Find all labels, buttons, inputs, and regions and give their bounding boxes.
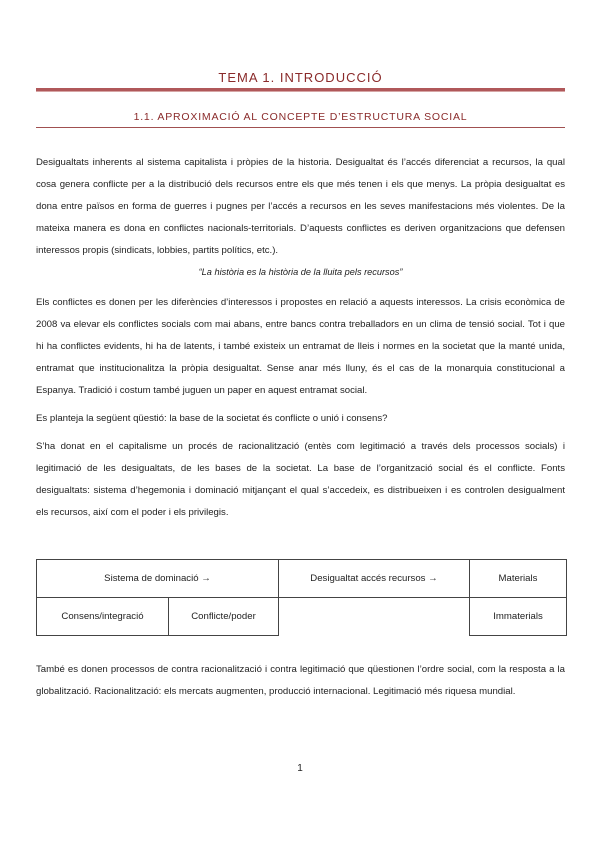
cell-conflict: Conflicte/poder bbox=[169, 598, 279, 636]
section-rule bbox=[36, 127, 565, 128]
cell-consensus: Consens/integració bbox=[37, 598, 169, 636]
page-number: 1 bbox=[297, 763, 303, 774]
cell-domination: Sistema de dominació → bbox=[37, 560, 279, 598]
inequality-table bbox=[36, 559, 567, 636]
paragraph-5: També es donen processos de contra racionalització i contra legitimació que qüestionen l’ordre social, com la resposta a la globalització. Racionalització: els mercats augmenten, producció internacional. Legitimació més riquesa mundial. bbox=[36, 664, 565, 697]
cell-inequality: Desigualtat accés recursos → bbox=[279, 560, 470, 598]
quote: “La història es la història de la lluita pels recursos” bbox=[198, 267, 403, 277]
paragraph-2: Els conflictes es donen per les diferències d’interessos i propostes en relació a aquests interessos. La crisis econòmica de 2008 va elevar els conflictes socials com mai abans, entre bancs contra treballadors en un clima de tensió social. Tot i que hi ha conflictes evidents, hi ha de latents, i també existeix un entramat de lleis i normes en la societat que la manté unida, entramat que institucionalitza la pròpia desigualtat. Sense anar més lluny, és el cas de la monarquia constitucional a Espanya. Tradició i costum també juguen un paper en aquest entramat social. bbox=[36, 297, 565, 396]
paragraph-1: Desigualtats inherents al sistema capitalista i pròpies de la historia. Desigualtat és l’accés diferenciat a recursos, la qual cosa genera conflicte per a la distribució dels recursos entre els que més tenen i els que menys. La pròpia desigualtat es dona entre països en forma de guerres i pugnes per l’accés a recursos en les seves manifestacions més violentes. De la mateixa manera es dona en conflictes nacionals-territorials. D’aquests conflictes es deriven organitzacions que defensen interessos propis (sindicats, lobbies, partits polítics, etc.). bbox=[36, 157, 565, 256]
section-title: 1.1. APROXIMACIÓ AL CONCEPTE D’ESTRUCTURA SOCIAL bbox=[133, 111, 468, 123]
cell-materials: Materials bbox=[470, 560, 567, 598]
paragraph-3: Es planteja la següent qüestió: la base de la societat és conflicte o unió i consens? bbox=[36, 413, 388, 424]
chapter-title: TEMA 1. INTRODUCCIÓ bbox=[218, 70, 383, 85]
cell-immaterials: Immaterials bbox=[470, 598, 567, 636]
cell-empty bbox=[279, 598, 470, 636]
paragraph-4: S’ha donat en el capitalisme un procés de racionalització (entès com legitimació a través dels processos socials) i legitimació de les desigualtats, de les bases de la societat. La base de l’organització social és el conflicte. Fonts desigualtats: sistema d’hegemonia i dominació mitjançant el qual s’accedeix, es distribueixen i es controlen desigualment els recursos, així com el poder i els privilegis. bbox=[36, 441, 565, 518]
title-rule bbox=[36, 88, 565, 92]
